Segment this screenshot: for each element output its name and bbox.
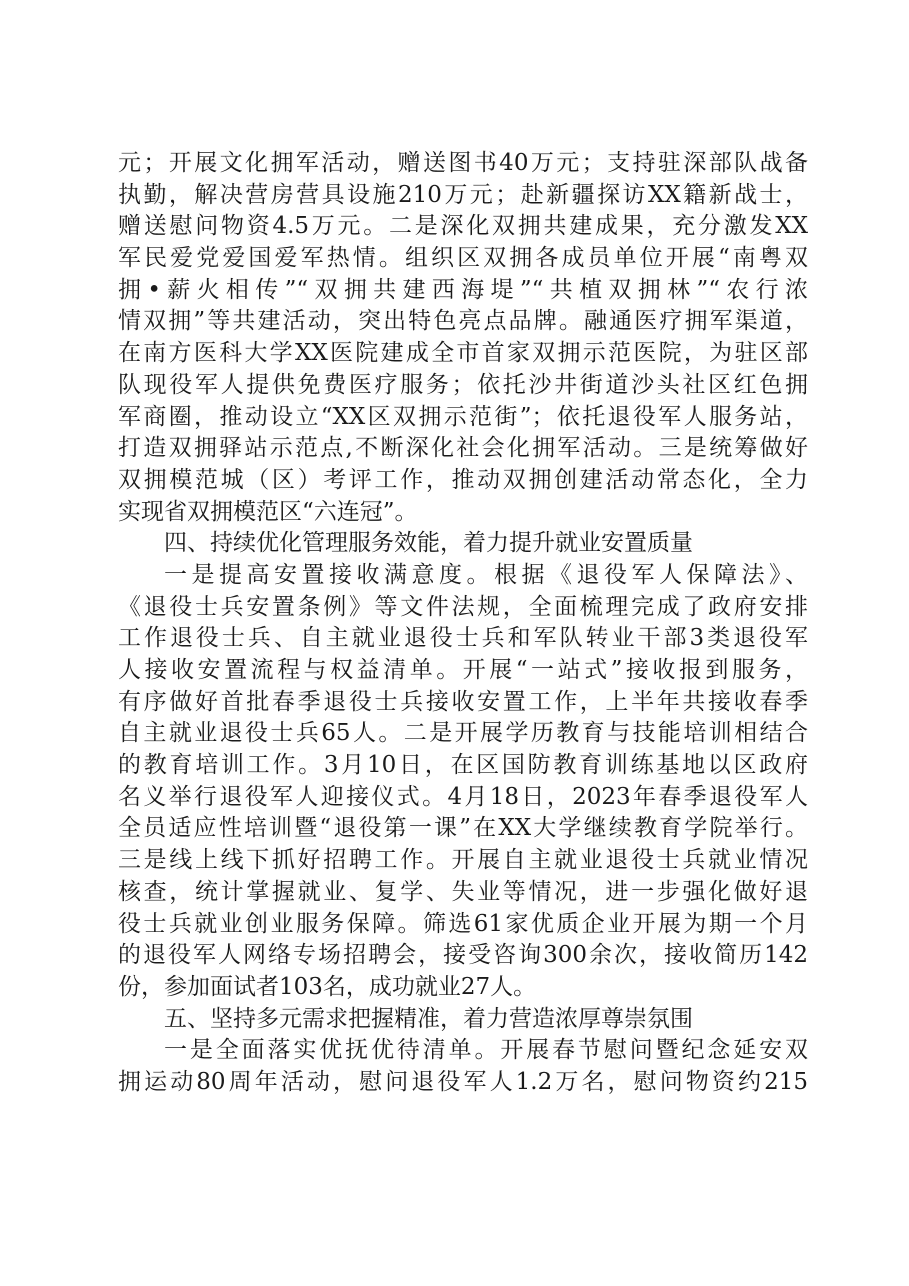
- paragraph-start-line: 一是全面落实优抚优待清单。开展春节慰问暨纪念延安双: [164, 1037, 808, 1064]
- paragraph-end-line: 份，参加面试者103名，成功就业27人。: [118, 973, 537, 1000]
- text-line: 三是线上线下抓好招聘工作。开展自主就业退役士兵就业情况: [118, 847, 808, 874]
- text-line: 《退役士兵安置条例》等文件法规，全面梳理完成了政府安排: [118, 593, 808, 620]
- paragraph-end-line: 实现省双拥模范区“六连冠”。: [118, 498, 418, 525]
- text-line: 军商圈，推动设立“XX区双拥示范街”；依托退役军人服务站，: [118, 403, 808, 430]
- text-line: 自主就业退役士兵65人。二是开展学历教育与技能培训相结合: [118, 720, 808, 747]
- text-line: 名义举行退役军人迎接仪式。4月18日，2023年春季退役军人: [118, 783, 808, 810]
- text-line: 役士兵就业创业服务保障。筛选61家优质企业开展为期一个月: [118, 910, 808, 937]
- text-line: 工作退役士兵、自主就业退役士兵和军队转业干部3类退役军: [118, 625, 808, 652]
- section-heading: 四、持续优化管理服务效能，着力提升就业安置质量: [164, 530, 693, 557]
- text-line: 在南方医科大学XX医院建成全市首家双拥示范医院，为驻区部: [118, 340, 808, 367]
- text-line: 的退役军人网络专场招聘会，接受咨询300余次，接收简历142: [118, 942, 808, 969]
- text-line: 有序做好首批春季退役士兵接收安置工作，上半年共接收春季: [118, 688, 808, 715]
- text-line: 队现役军人提供免费医疗服务；依托沙井街道沙头社区红色拥: [118, 371, 808, 398]
- text-line: 元；开展文化拥军活动，赠送图书40万元；支持驻深部队战备: [118, 150, 808, 176]
- text-line: 双拥模范城（区）考评工作，推动双拥创建活动常态化，全力: [118, 466, 808, 493]
- text-line: 赠送慰问物资4.5万元。二是深化双拥共建成果，充分激发XX: [118, 213, 808, 240]
- text-line: 情双拥”等共建活动，突出特色亮点品牌。融通医疗拥军渠道，: [118, 308, 808, 335]
- section-heading: 五、坚持多元需求把握精准，着力营造浓厚尊崇氛围: [164, 1005, 693, 1032]
- text-line: 军民爱党爱国爱军热情。组织区双拥各成员单位开展“南粤双: [118, 245, 808, 272]
- text-line: 的教育培训工作。3月10日，在区国防教育训练基地以区政府: [118, 752, 808, 779]
- text-line: 执勤，解决营房营具设施210万元；赴新疆探访XX籍新战士，: [118, 181, 808, 208]
- text-line: 全员适应性培训暨“退役第一课”在XX大学继续教育学院举行。: [118, 815, 808, 842]
- text-line: 拥•薪火相传”“双拥共建西海堤”“共植双拥林”“农行浓: [118, 276, 808, 303]
- paragraph-start-line: 一是提高安置接收满意度。根据《退役军人保障法》、: [164, 561, 808, 588]
- text-line: 拥运动80周年活动，慰问退役军人1.2万名，慰问物资约215: [118, 1068, 808, 1095]
- text-line: 人接收安置流程与权益清单。开展“一站式”接收报到服务，: [118, 657, 808, 683]
- text-line: 打造双拥驿站示范点,不断深化社会化拥军活动。三是统筹做好: [118, 435, 808, 462]
- text-line: 核查，统计掌握就业、复学、失业等情况，进一步强化做好退: [118, 878, 808, 905]
- document-body: [118, 148, 808, 1099]
